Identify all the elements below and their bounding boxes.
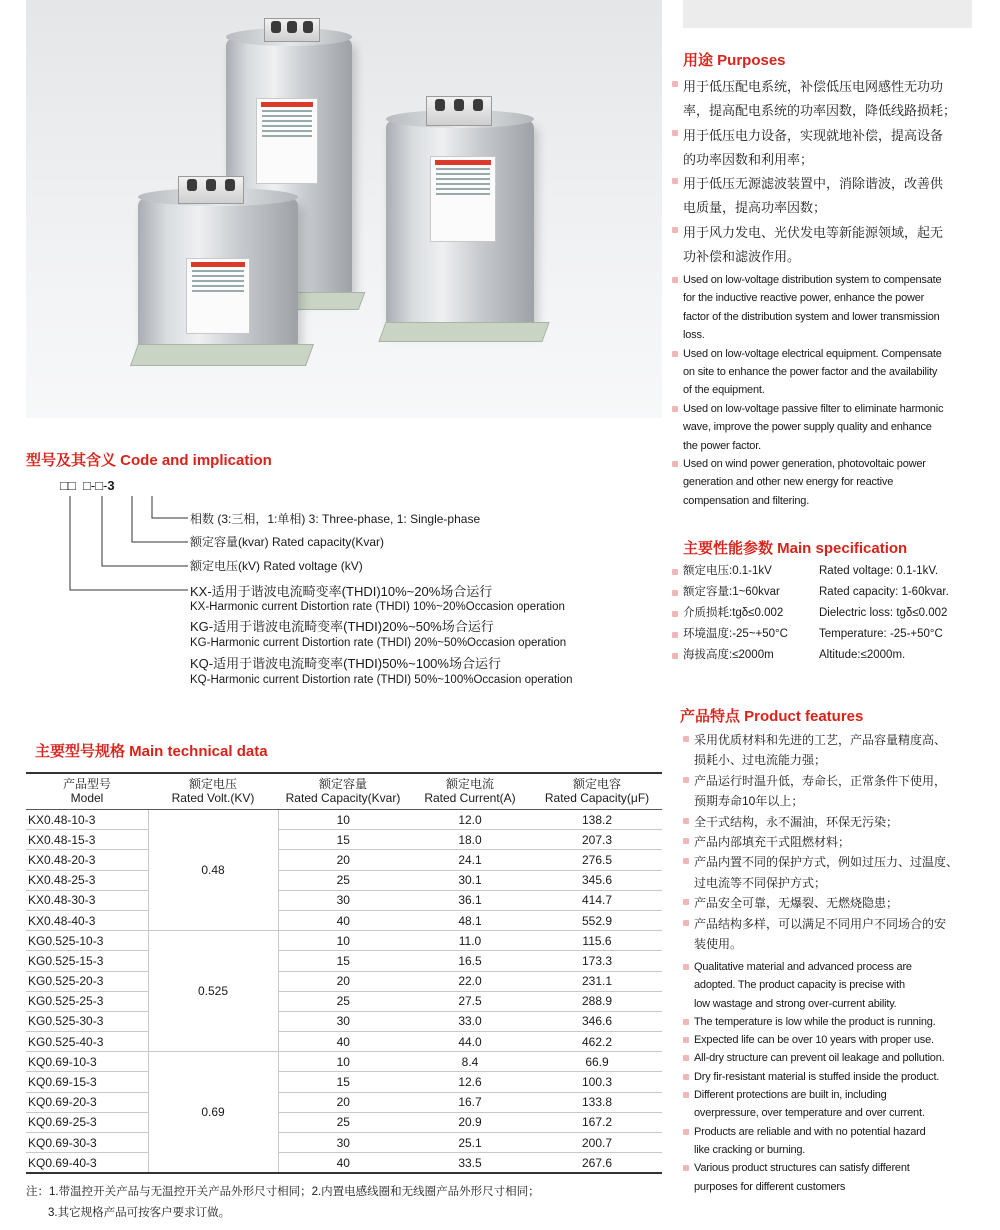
table-row	[26, 1133, 662, 1153]
purpose-cn-0-line-0: 用于低压配电系统，补偿低压电网感性无功功	[671, 75, 981, 99]
purpose-cn-3-line-1: 功补偿和滤波作用。	[683, 249, 801, 265]
spec-cn: 额定电压:0.1-1kV	[683, 565, 772, 577]
cell-capacitance: 288.9	[532, 991, 662, 1011]
code-title: 型号及其含义 Code and implication	[26, 452, 272, 469]
feature-cn-6-line-1: 装使用。	[694, 937, 743, 952]
feature-en-0-line-0: Qualitative material and advanced process are	[682, 958, 997, 976]
feature-cn-4-line-0: 产品内置不同的保护方式，例如过压力、过温度、	[682, 852, 982, 872]
cell-model: KG0.525-40-3	[26, 1032, 148, 1052]
cell-capacity: 15	[278, 1072, 408, 1092]
feature-en-7-line-1: purposes for different customers	[694, 1180, 846, 1193]
cell-current: 33.5	[408, 1153, 532, 1173]
feature-cn-2-line-0: 全干式结构，永不漏油，环保无污染；	[682, 812, 982, 832]
cell-model: KG0.525-10-3	[26, 931, 148, 951]
purposes-en-list	[671, 271, 986, 510]
cell-capacitance: 115.6	[532, 931, 662, 951]
capacitor-right	[386, 120, 534, 330]
purpose-en-0-line-3: loss.	[683, 329, 705, 342]
cell-capacity: 20	[278, 971, 408, 991]
feature-en-7-line-0: Various product structures can satisfy different	[682, 1159, 997, 1177]
cell-current: 27.5	[408, 991, 532, 1011]
spec-en: Dielectric loss: tgδ≤0.002	[819, 607, 948, 619]
feature-en-6-line-0: Products are reliable and with no potential hazard	[682, 1123, 997, 1141]
cell-capacity: 10	[278, 931, 408, 951]
cell-capacity: 10	[278, 810, 408, 830]
cell-current: 24.1	[408, 850, 532, 870]
cell-capacity: 30	[278, 890, 408, 910]
table-row	[26, 830, 662, 850]
cell-capacitance: 207.3	[532, 830, 662, 850]
table-row	[26, 1092, 662, 1112]
purpose-en-3-line-2: compensation and filtering.	[683, 494, 810, 507]
cell-model: KX0.48-25-3	[26, 870, 148, 890]
table-row	[26, 910, 662, 930]
cell-current: 12.0	[408, 810, 532, 830]
col-voltage: 额定电压 Rated Volt.(KV)	[148, 773, 278, 810]
table-row	[26, 810, 662, 830]
capacitor-front	[138, 198, 298, 350]
table-row	[26, 870, 662, 890]
cell-capacitance: 133.8	[532, 1092, 662, 1112]
cell-capacity: 30	[278, 1133, 408, 1153]
cell-model: KQ0.69-15-3	[26, 1072, 148, 1092]
cell-current: 25.1	[408, 1133, 532, 1153]
col-capacity: 额定容量 Rated Capacity(Kvar)	[278, 773, 408, 810]
cell-current: 11.0	[408, 931, 532, 951]
feature-en-6-line-1: like cracking or burning.	[694, 1143, 806, 1156]
table-title: 主要型号规格 Main technical data	[35, 743, 268, 760]
spec-cn: 介质损耗:tgδ≤0.002	[683, 607, 784, 619]
cell-capacity: 25	[278, 870, 408, 890]
col-current: 额定电流 Rated Current(A)	[408, 773, 532, 810]
feature-en-0-line-2: low wastage and strong over-current ability.	[694, 997, 897, 1010]
feature-en-3-line-0: All-dry structure can prevent oil leakage and pollution.	[682, 1049, 997, 1067]
feature-en-0-line-1: adopted. The product capacity is precise with	[694, 979, 905, 992]
cell-model: KX0.48-10-3	[26, 810, 148, 830]
feature-cn-3-line-0: 产品内部填充干式阻燃材料；	[682, 832, 982, 852]
cell-current: 18.0	[408, 830, 532, 850]
cell-current: 44.0	[408, 1032, 532, 1052]
spec-list	[671, 561, 991, 666]
feature-cn-0-line-0: 采用优质材料和先进的工艺，产品容量精度高、	[682, 730, 982, 750]
spec-cn: 海拔高度:≤2000m	[683, 649, 774, 661]
feature-cn-6-line-0: 产品结构多样，可以满足不同用户不同场合的安	[682, 914, 982, 934]
purpose-cn-3-line-0: 用于风力发电、光伏发电等新能源领域，起无	[671, 221, 981, 245]
feature-cn-5-line-0: 产品安全可靠，无爆裂、无燃烧隐患；	[682, 893, 982, 913]
cell-capacity: 30	[278, 1011, 408, 1031]
code-diagram: □□ □-□-3	[60, 478, 180, 618]
cell-model: KQ0.69-40-3	[26, 1153, 148, 1173]
cell-current: 20.9	[408, 1112, 532, 1132]
cell-model: KQ0.69-25-3	[26, 1112, 148, 1132]
spec-row-3	[671, 624, 991, 645]
cell-current: 22.0	[408, 971, 532, 991]
feature-cn-1-line-1: 预期寿命10年以上；	[694, 794, 804, 809]
spec-cn: 环境温度:-25~+50°C	[683, 628, 788, 640]
table-row	[26, 1052, 662, 1072]
cell-current: 16.7	[408, 1092, 532, 1112]
table-row	[26, 931, 662, 951]
cell-capacity: 40	[278, 1153, 408, 1173]
cell-capacity: 40	[278, 910, 408, 930]
purpose-cn-1-line-0: 用于低压电力设备，实现就地补偿，提高设备	[671, 124, 981, 148]
code-line-kx-cn: KX-适用于谐波电流畸变率(THDI)10%~20%场合运行	[190, 584, 493, 599]
cell-current: 12.6	[408, 1072, 532, 1092]
purpose-en-1-line-2: of the equipment.	[683, 384, 765, 397]
cell-model: KG0.525-25-3	[26, 991, 148, 1011]
note-line-2: 3.其它规格产品可按客户要求订做。	[48, 1207, 231, 1219]
table-notes	[26, 1182, 540, 1224]
spec-en: Rated voltage: 0.1-1kV.	[819, 565, 939, 577]
code-box-series: □□	[60, 478, 76, 493]
cell-model: KQ0.69-30-3	[26, 1133, 148, 1153]
spec-row-4	[671, 645, 991, 666]
cell-current: 36.1	[408, 890, 532, 910]
cell-capacitance: 267.6	[532, 1153, 662, 1173]
code-line-kq-en: KQ-Harmonic current Distortion rate (THDI) 50%~100%Occasion operation	[190, 674, 573, 686]
cell-current: 48.1	[408, 910, 532, 930]
code-line-kq-cn: KQ-适用于谐波电流畸变率(THDI)50%~100%场合运行	[190, 656, 501, 671]
spec-en: Rated capacity: 1-60kvar.	[819, 586, 949, 598]
code-line-kx-en: KX-Harmonic current Distortion rate (THDI) 10%~20%Occasion operation	[190, 601, 565, 613]
cell-capacitance: 276.5	[532, 850, 662, 870]
spec-row-0	[671, 561, 991, 582]
code-connector-lines	[60, 478, 200, 618]
purpose-en-0-line-1: for the inductive reactive power, enhance the power	[683, 292, 925, 305]
cell-model: KX0.48-15-3	[26, 830, 148, 850]
feature-cn-1-line-0: 产品运行时温升低，寿命长，正常条件下使用，	[682, 771, 982, 791]
cell-current: 8.4	[408, 1052, 532, 1072]
cell-model: KX0.48-40-3	[26, 910, 148, 930]
cell-capacitance: 66.9	[532, 1052, 662, 1072]
code-line-phase: 相数 (3:三相，1:单相) 3: Three-phase, 1: Single-phase	[190, 512, 481, 526]
purpose-cn-2-line-1: 电质量，提高功率因数；	[683, 200, 827, 216]
cell-capacitance: 173.3	[532, 951, 662, 971]
table-row	[26, 1072, 662, 1092]
cell-capacitance: 167.2	[532, 1112, 662, 1132]
table-row	[26, 1011, 662, 1031]
features-title: 产品特点 Product features	[680, 708, 864, 725]
spec-cn: 额定容量:1~60kvar	[683, 586, 780, 598]
cell-voltage: 0.525	[148, 931, 278, 1052]
table-row	[26, 951, 662, 971]
cell-capacity: 20	[278, 850, 408, 870]
table-row	[26, 850, 662, 870]
cell-capacity: 15	[278, 830, 408, 850]
code-box-voltage: □	[82, 478, 91, 493]
cell-model: KG0.525-30-3	[26, 1011, 148, 1031]
technical-data-table	[26, 772, 662, 1174]
feature-en-2-line-0: Expected life can be over 10 years with proper use.	[682, 1031, 997, 1049]
cell-capacity: 40	[278, 1032, 408, 1052]
table-row	[26, 1032, 662, 1052]
col-capacitance: 额定电容 Rated Capacity(μF)	[532, 773, 662, 810]
cell-capacitance: 100.3	[532, 1072, 662, 1092]
cell-capacitance: 552.9	[532, 910, 662, 930]
header-bar	[683, 0, 972, 28]
table-row	[26, 1112, 662, 1132]
feature-en-1-line-0: The temperature is low while the product is running.	[682, 1013, 997, 1031]
spec-en: Altitude:≤2000m.	[819, 649, 906, 661]
cell-model: KX0.48-30-3	[26, 890, 148, 910]
features-cn-list	[682, 730, 982, 954]
purpose-en-3-line-1: generation and other new energy for reactive	[683, 476, 894, 489]
table-row	[26, 971, 662, 991]
table-row	[26, 890, 662, 910]
cell-model: KX0.48-20-3	[26, 850, 148, 870]
feature-cn-4-line-1: 过电流等不同保护方式；	[694, 875, 827, 890]
purpose-en-2-line-2: the power factor.	[683, 439, 761, 452]
spec-row-2	[671, 603, 991, 624]
code-phase: 3	[107, 478, 115, 493]
purpose-en-2-line-1: wave, improve the power supply quality and enhance	[683, 421, 932, 434]
cell-capacitance: 200.7	[532, 1133, 662, 1153]
note-line-1: 注：1.带温控开关产品与无温控开关产品外形尺寸相同；2.内置电感线圈和无线圈产品外形尺寸相同；	[26, 1186, 540, 1198]
purposes-title: 用途 Purposes	[683, 52, 786, 69]
cell-current: 16.5	[408, 951, 532, 971]
cell-model: KQ0.69-10-3	[26, 1052, 148, 1072]
cell-capacitance: 414.7	[532, 890, 662, 910]
code-box-capacity: □	[95, 478, 104, 493]
purpose-en-3-line-0: Used on wind power generation, photovoltaic power	[671, 455, 986, 473]
spec-row-1	[671, 582, 991, 603]
cell-capacity: 25	[278, 1112, 408, 1132]
spec-title: 主要性能参数 Main specification	[683, 540, 908, 557]
cell-capacitance: 231.1	[532, 971, 662, 991]
cell-capacitance: 345.6	[532, 870, 662, 890]
feature-cn-0-line-1: 损耗小、过电流能力强；	[694, 753, 827, 768]
features-en-list	[682, 958, 997, 1196]
cell-capacity: 10	[278, 1052, 408, 1072]
cell-capacitance: 138.2	[532, 810, 662, 830]
cell-model: KG0.525-15-3	[26, 951, 148, 971]
product-photo	[26, 0, 662, 418]
cell-capacity: 25	[278, 991, 408, 1011]
cell-capacitance: 346.6	[532, 1011, 662, 1031]
table-row	[26, 1153, 662, 1173]
purpose-cn-1-line-1: 的功率因数和利用率；	[683, 151, 814, 167]
cell-current: 33.0	[408, 1011, 532, 1031]
feature-en-5-line-0: Different protections are built in, including	[682, 1086, 997, 1104]
cell-capacitance: 462.2	[532, 1032, 662, 1052]
purpose-en-2-line-0: Used on low-voltage passive filter to eliminate harmonic	[671, 400, 986, 418]
table-row	[26, 991, 662, 1011]
purpose-en-0-line-2: factor of the distribution system and lower transmission	[683, 310, 940, 323]
code-line-kg-cn: KG-适用于谐波电流畸变率(THDI)20%~50%场合运行	[190, 619, 494, 634]
cell-voltage: 0.69	[148, 1052, 278, 1173]
code-line-capacity: 额定容量(kvar) Rated capacity(Kvar)	[190, 535, 385, 549]
cell-model: KQ0.69-20-3	[26, 1092, 148, 1112]
purpose-cn-2-line-0: 用于低压无源滤波装置中，消除谐波，改善供	[671, 172, 981, 196]
feature-en-5-line-1: overpressure, over temperature and over current.	[694, 1107, 925, 1120]
cell-voltage: 0.48	[148, 810, 278, 931]
feature-en-4-line-0: Dry fir-resistant material is stuffed inside the product.	[682, 1068, 997, 1086]
cell-current: 30.1	[408, 870, 532, 890]
purposes-cn-list	[671, 75, 981, 269]
purpose-en-1-line-1: on site to enhance the power factor and the availability	[683, 366, 938, 379]
purpose-en-0-line-0: Used on low-voltage distribution system to compensate	[671, 271, 986, 289]
purpose-cn-0-line-1: 率，提高配电系统的功率因数，降低线路损耗；	[683, 103, 957, 119]
cell-capacity: 15	[278, 951, 408, 971]
spec-en: Temperature: -25-+50°C	[819, 628, 943, 640]
cell-capacity: 20	[278, 1092, 408, 1112]
col-model: 产品型号 Model	[26, 773, 148, 810]
code-line-voltage: 额定电压(kV) Rated voltage (kV)	[190, 559, 363, 573]
code-line-kg-en: KG-Harmonic current Distortion rate (THDI) 20%~50%Occasion operation	[190, 637, 567, 649]
cell-model: KG0.525-20-3	[26, 971, 148, 991]
purpose-en-1-line-0: Used on low-voltage electrical equipment. Compensate	[671, 345, 986, 363]
